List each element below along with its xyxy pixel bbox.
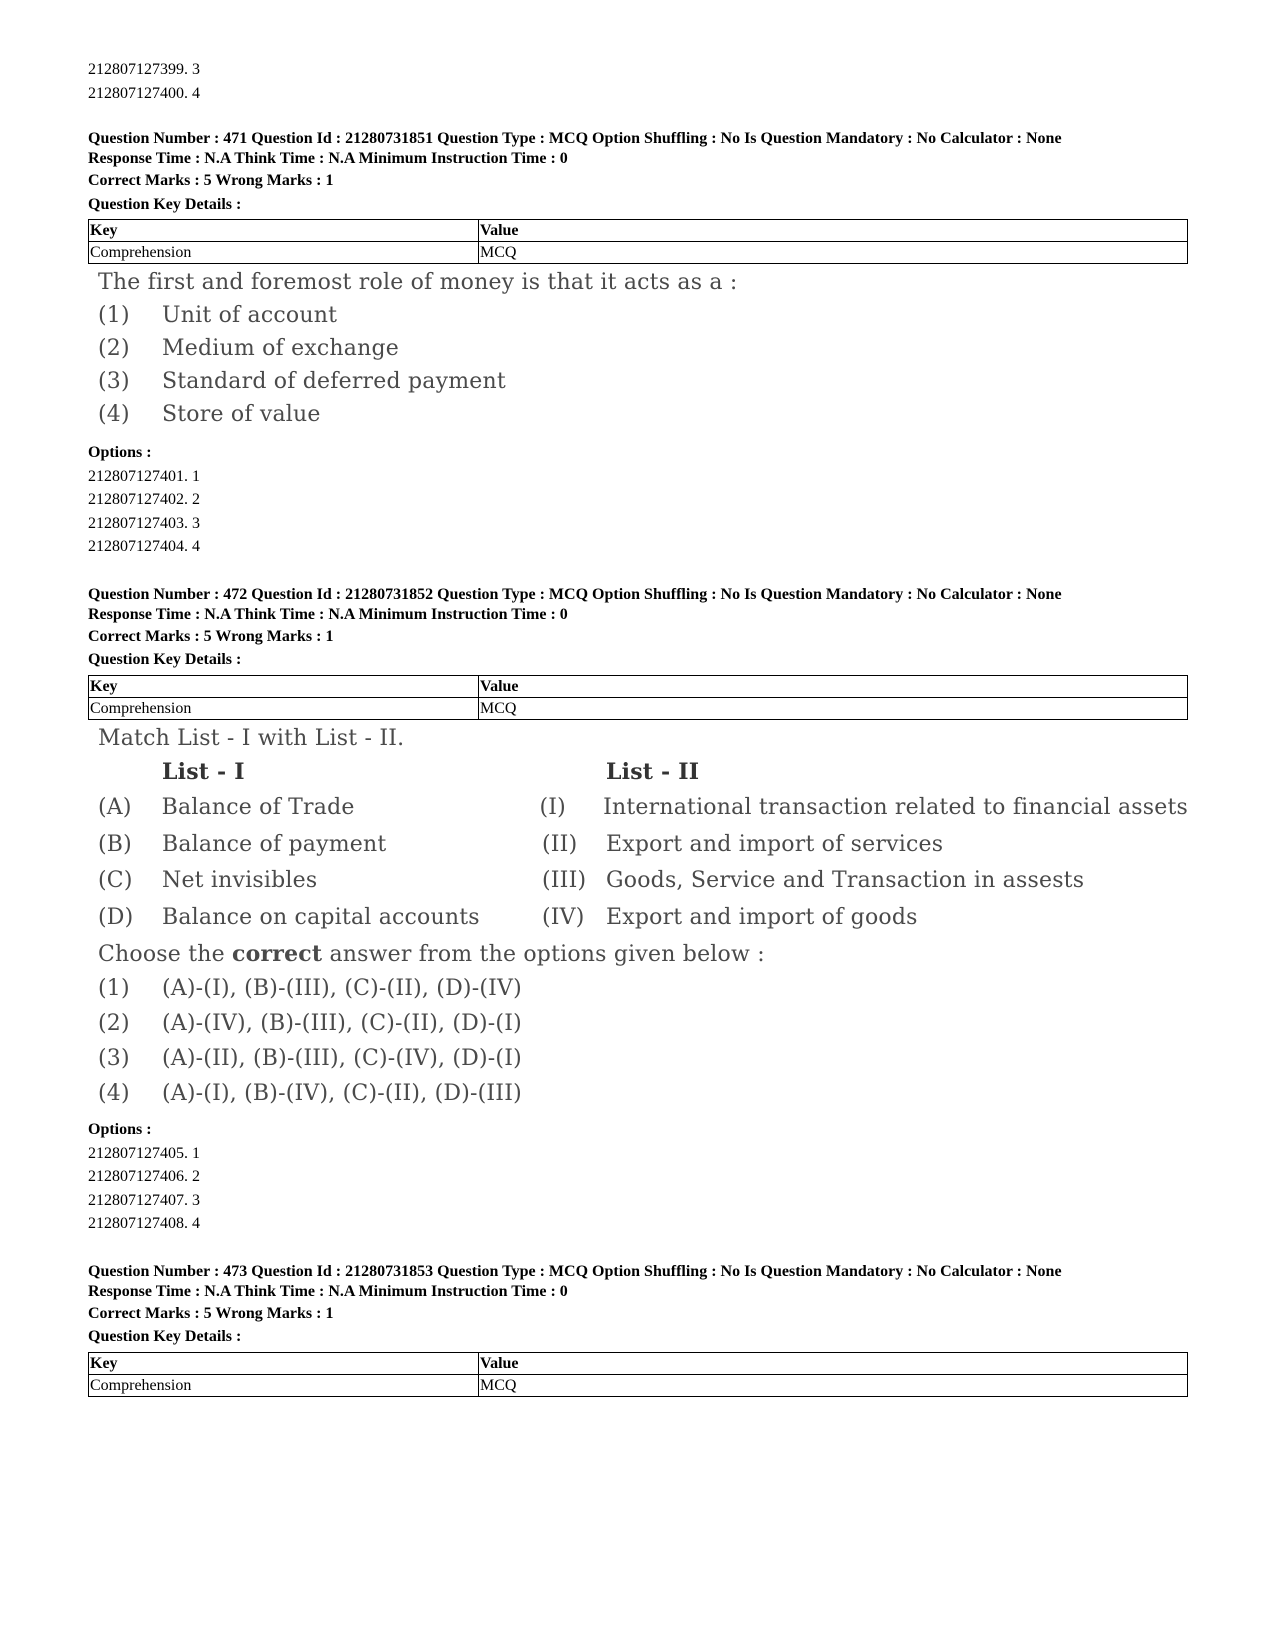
choice-number: (1): [98, 976, 130, 1001]
list-2-label: (I): [539, 795, 566, 820]
choice-number: (3): [98, 1046, 130, 1071]
option-line: 212807127400. 4: [88, 84, 200, 102]
question-timing: Response Time : N.A Think Time : N.A Minimum Instruction Time : 0: [88, 1282, 568, 1300]
choice-text: (A)-(IV), (B)-(III), (C)-(II), (D)-(I): [162, 1011, 522, 1036]
option-line: 212807127403. 3: [88, 514, 200, 532]
choice-row: [88, 976, 1188, 1011]
list-1-label: (B): [98, 831, 132, 857]
list-1-item: Balance on capital accounts: [162, 904, 480, 930]
option-line: 212807127407. 3: [88, 1191, 200, 1209]
value-header: Value: [479, 1352, 1188, 1374]
question-block-471: [88, 129, 1188, 559]
key-header: Key: [89, 675, 479, 697]
value-header: Value: [479, 220, 1188, 242]
choice-number: (1): [98, 303, 130, 328]
option-line: 212807127404. 4: [88, 538, 200, 555]
choice-row: [88, 1011, 1188, 1046]
question-stem: The first and foremost role of money is that it acts as a :: [98, 270, 738, 295]
question-header: Question Number : 471 Question Id : 21280731851 Question Type : MCQ Option Shuffling : No Is Question Mandatory : No Calculator : None: [88, 130, 1062, 147]
key-cell: Comprehension: [89, 1374, 479, 1396]
list-2-heading: List - II: [606, 758, 700, 785]
choice-text: Unit of account: [162, 303, 338, 328]
list-1-item: Net invisibles: [162, 868, 318, 893]
instruction-emphasis: correct: [232, 941, 323, 967]
choice-text: (A)-(I), (B)-(IV), (C)-(II), (D)-(III): [162, 1081, 522, 1106]
choice-number: (4): [98, 402, 130, 427]
question-stem: Match List - I with List - II.: [98, 725, 405, 751]
key-cell: Comprehension: [89, 242, 479, 264]
question-timing: Response Time : N.A Think Time : N.A Minimum Instruction Time : 0: [88, 605, 568, 623]
options-label: Options :: [88, 444, 152, 461]
list-2-item: Goods, Service and Transaction in assests: [606, 868, 1085, 893]
key-details-label: Question Key Details :: [88, 1328, 242, 1345]
list-1-label: (D): [98, 904, 134, 930]
list-2-label: (II): [542, 831, 578, 857]
choice-number: (4): [98, 1081, 130, 1106]
option-line: 212807127406. 2: [88, 1168, 200, 1185]
list-2-item: Export and import of services: [606, 831, 944, 857]
choice-number: (2): [98, 336, 130, 361]
choice-number: (2): [98, 1011, 130, 1036]
key-header: Key: [89, 220, 479, 242]
match-row: [88, 832, 1188, 869]
key-details-table: [88, 1352, 1188, 1397]
instruction-text: answer from the options given below :: [322, 942, 765, 967]
list-1-label: (C): [98, 868, 133, 893]
match-row: [88, 795, 1188, 832]
choice-row: [88, 369, 1188, 402]
list-2-label: (III): [542, 868, 587, 893]
question-marks: Correct Marks : 5 Wrong Marks : 1: [88, 172, 334, 189]
list-2-label: (IV): [542, 904, 585, 930]
list-1-label: (A): [98, 795, 132, 820]
choice-row: [88, 402, 1188, 435]
option-line: 212807127405. 1: [88, 1144, 200, 1162]
choose-instruction: [88, 941, 1188, 976]
question-block-472: [88, 585, 1188, 1236]
question-image: [88, 726, 1188, 1117]
key-details-table: [88, 675, 1188, 720]
list-1-heading: List - I: [162, 758, 245, 785]
question-marks: Correct Marks : 5 Wrong Marks : 1: [88, 627, 334, 645]
value-cell: MCQ: [479, 242, 1188, 264]
option-line: 212807127408. 4: [88, 1215, 200, 1232]
choice-row: [88, 336, 1188, 369]
choice-text: Medium of exchange: [162, 336, 399, 361]
choice-text: (A)-(I), (B)-(III), (C)-(II), (D)-(IV): [162, 976, 522, 1001]
list-2-item: International transaction related to financial assets: [603, 795, 1189, 820]
key-cell: Comprehension: [89, 697, 479, 719]
choice-number: (3): [98, 369, 130, 394]
question-marks: Correct Marks : 5 Wrong Marks : 1: [88, 1304, 334, 1322]
key-header: Key: [89, 1352, 479, 1374]
choice-row: [88, 1081, 1188, 1116]
choice-row: [88, 1046, 1188, 1081]
match-row: [88, 868, 1188, 905]
list-2-item: Export and import of goods: [606, 904, 918, 930]
match-row: [88, 905, 1188, 942]
list-headings: [88, 759, 1188, 796]
question-header: Question Number : 473 Question Id : 21280731853 Question Type : MCQ Option Shuffling : No Is Question Mandatory : No Calculator : None: [88, 1262, 1062, 1280]
choice-row: [88, 303, 1188, 336]
choice-text: Store of value: [162, 402, 321, 427]
value-cell: MCQ: [479, 697, 1188, 719]
question-image: [88, 270, 1188, 435]
choice-text: (A)-(II), (B)-(III), (C)-(IV), (D)-(I): [162, 1046, 522, 1071]
key-details-label: Question Key Details :: [88, 651, 242, 668]
value-cell: MCQ: [479, 1374, 1188, 1396]
option-line: 212807127401. 1: [88, 467, 200, 485]
key-details-table: [88, 219, 1188, 264]
document-page: [88, 58, 1188, 1403]
key-details-label: Question Key Details :: [88, 195, 242, 213]
option-line: 212807127402. 2: [88, 491, 200, 508]
option-line: 212807127399. 3: [88, 61, 200, 78]
choice-text: Standard of deferred payment: [162, 369, 506, 394]
question-block-473: [88, 1262, 1188, 1397]
list-1-item: Balance of payment: [162, 831, 387, 857]
previous-options: [88, 58, 1188, 105]
options-label: Options :: [88, 1121, 152, 1138]
value-header: Value: [479, 675, 1188, 697]
instruction-text: Choose the: [98, 942, 233, 967]
list-1-item: Balance of Trade: [161, 795, 355, 820]
question-header: Question Number : 472 Question Id : 21280731852 Question Type : MCQ Option Shuffling : No Is Question Mandatory : No Calculator : None: [88, 585, 1062, 603]
question-timing: Response Time : N.A Think Time : N.A Minimum Instruction Time : 0: [88, 150, 568, 167]
